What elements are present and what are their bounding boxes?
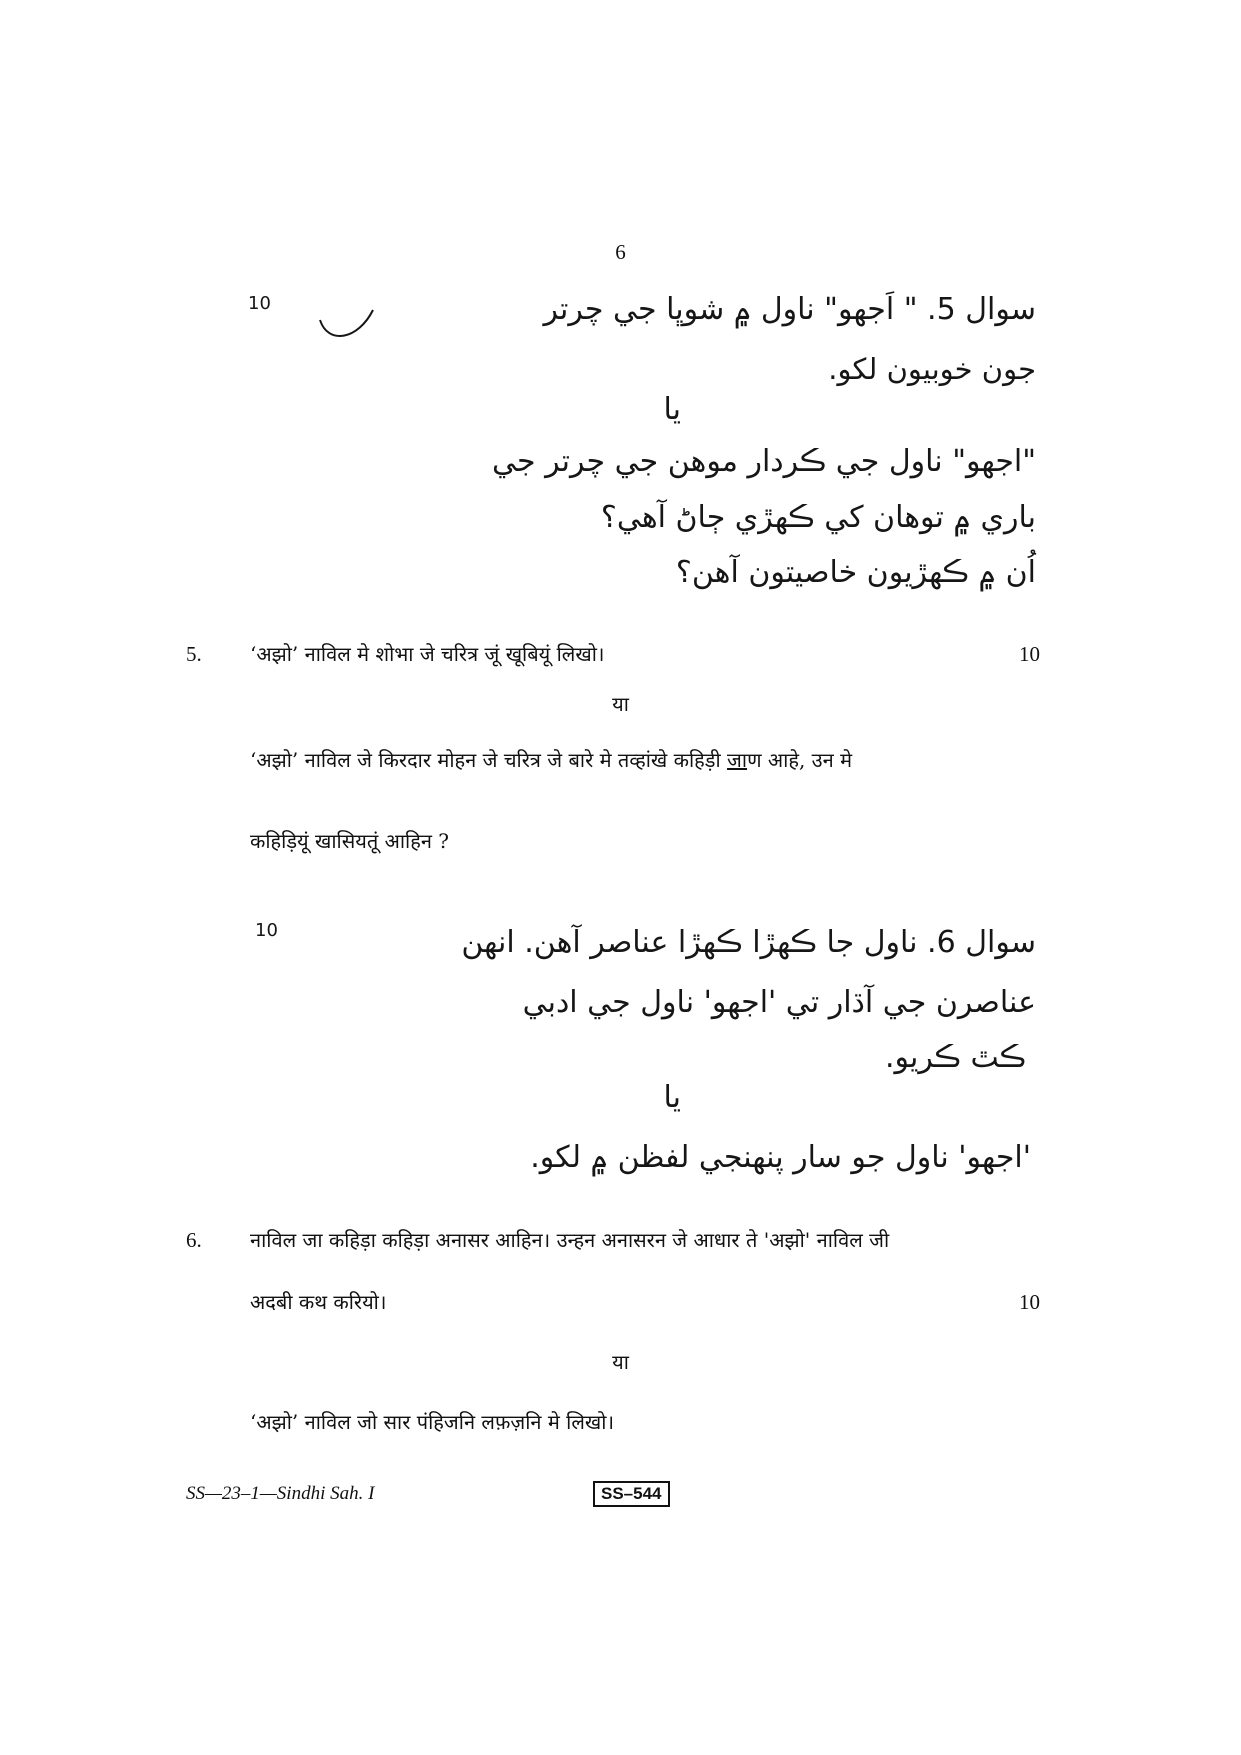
question-number: 5.	[186, 642, 202, 666]
handwritten-line: ڪٿ ڪريو.	[884, 1040, 1026, 1075]
handwritten-line: باري ۾ توھان کي ڪهڙي ڄاڻ آھي؟	[600, 500, 1036, 535]
question-alt-text: ‘अझो’ नाविल जे किरदार मोहन जे चरित्र जे बारे मे तव्हांखे कहिड़ी जाण आहे, उन मे	[250, 748, 853, 772]
handwritten-swash	[318, 290, 378, 350]
question-text: ‘अझो’ नाविल मे शोभा जे चरित्र जूं खूबियूं लिखो।	[250, 642, 605, 666]
page-number: 6	[615, 240, 626, 264]
handwritten-line: 'اجھو' ناول جو سار پنهنجي لفظن ۾ لکو.	[530, 1140, 1031, 1175]
handwritten-line: اُن ۾ ڪهڙيون خاصيتون آھن؟	[675, 555, 1036, 590]
footer-paper-code: SS—23–1—Sindhi Sah. I	[186, 1483, 375, 1504]
handwritten-marks: 10	[248, 293, 271, 314]
question-number: 6.	[186, 1228, 202, 1252]
or-label: या	[612, 692, 629, 716]
handwritten-line: يا	[663, 392, 681, 427]
handwritten-line: يا	[663, 1080, 681, 1115]
handwritten-marks: 10	[255, 920, 278, 941]
question-alt-text-2: कहिड़ियूं खासियतूं आहिन ?	[250, 829, 450, 853]
question-marks: 10	[1019, 1290, 1040, 1314]
question-text: नाविल जा कहिड़ा कहिड़ा अनासर आहिन। उन्हन अनासरन जे आधार ते 'अझो' नाविल जी	[250, 1228, 890, 1252]
handwritten-line: سوال 6. ناول جا ڪهڙا ڪهڙا عناصر آھن. انهن	[461, 925, 1036, 960]
handwritten-line: جون خوبيون لکو.	[828, 352, 1036, 386]
question-marks: 10	[1019, 642, 1040, 666]
handwritten-line: "اجھو" ناول جي ڪردار موھن جي چرتر جي	[492, 444, 1036, 479]
or-label: या	[612, 1350, 629, 1374]
question-alt-text: ‘अझो’ नाविल जो सार पंहिजनि लफ़ज़नि मे लिखो।	[250, 1410, 615, 1434]
footer-series-code: SS–544	[593, 1481, 670, 1507]
question-text-2: अदबी कथ करियो।	[250, 1290, 387, 1314]
handwritten-line: عناصرن جي آڌار تي 'اجھو' ناول جي ادبي	[522, 985, 1036, 1020]
handwritten-line: سوال 5. " اَجھو" ناول ۾ شوڀا جي چرتر	[543, 292, 1036, 327]
